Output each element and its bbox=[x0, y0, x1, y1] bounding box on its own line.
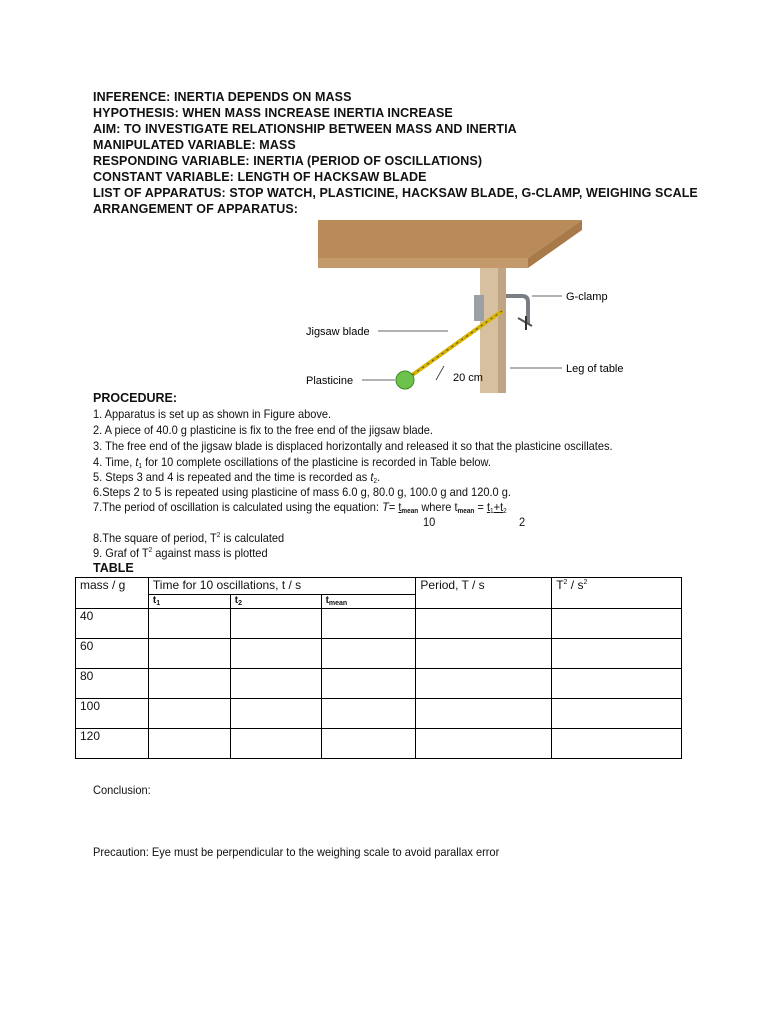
mass-cell: 100 bbox=[76, 699, 149, 729]
mass-cell: 40 bbox=[76, 609, 149, 639]
label-plasticine: Plasticine bbox=[306, 375, 354, 387]
apparatus-list-line: LIST OF APPARATUS: STOP WATCH, PLASTICINE, HACKSAW BLADE, G-CLAMP, WEIGHING SCALE bbox=[93, 186, 698, 200]
table-row bbox=[76, 639, 682, 669]
hypothesis-line: HYPOTHESIS: WHEN MASS INCREASE INERTIA INCREASE bbox=[93, 106, 453, 120]
subheader-t2: $t_2$ bbox=[230, 595, 321, 609]
label-length: 20 cm bbox=[453, 372, 483, 384]
label-g-clamp: G-clamp bbox=[566, 291, 608, 303]
header-mass: mass / g bbox=[76, 578, 149, 609]
procedure-step-5: 5. Steps 3 and 4 is repeated and the time is recorded as $t_2$. bbox=[93, 470, 381, 485]
subheader-t1: $t_1$ bbox=[148, 595, 230, 609]
mass-cell: 60 bbox=[76, 639, 149, 669]
t-squared-cell[interactable] bbox=[552, 609, 682, 639]
mass-cell: 120 bbox=[76, 729, 149, 759]
apparatus-figure bbox=[300, 218, 640, 393]
tmean-cell[interactable] bbox=[321, 639, 416, 669]
period-cell[interactable] bbox=[416, 669, 552, 699]
tmean-cell[interactable] bbox=[321, 729, 416, 759]
plasticine-ball bbox=[396, 371, 414, 389]
t1-cell[interactable] bbox=[148, 699, 230, 729]
table-row bbox=[76, 729, 682, 759]
t-squared-cell[interactable] bbox=[552, 699, 682, 729]
procedure-step-9: 9. Graf of $T^2$ against mass is plotted bbox=[93, 546, 268, 560]
header-time: Time for 10 oscillations, t / s bbox=[148, 578, 416, 595]
constant-variable-line: CONSTANT VARIABLE: LENGTH OF HACKSAW BLADE bbox=[93, 170, 427, 184]
tmean-cell[interactable] bbox=[321, 669, 416, 699]
t-squared-cell[interactable] bbox=[552, 669, 682, 699]
arrangement-heading: ARRANGEMENT OF APPARATUS: bbox=[93, 202, 299, 216]
table-leg-side bbox=[498, 268, 506, 393]
procedure-step-1: 1. Apparatus is set up as shown in Figure above. bbox=[93, 407, 332, 421]
t2-cell[interactable] bbox=[230, 699, 321, 729]
equation-denominator-2: 2 bbox=[519, 515, 526, 529]
t-squared-cell[interactable] bbox=[552, 639, 682, 669]
procedure-step-2: 2. A piece of 40.0 g plasticine is fix to the free end of the jigsaw blade. bbox=[93, 423, 434, 437]
period-cell[interactable] bbox=[416, 609, 552, 639]
subheader-tmean: $t_{mean}$ bbox=[321, 595, 416, 609]
procedure-step-8: 8.The square of period, $T^2$ is calculated bbox=[93, 531, 285, 545]
t1-cell[interactable] bbox=[148, 729, 230, 759]
equation-denominator-10: 10 bbox=[423, 515, 436, 529]
procedure-step-6: 6.Steps 2 to 5 is repeated using plasticine of mass 6.0 g, 80.0 g, 100.0 g and 120.0 g. bbox=[93, 485, 511, 499]
table-row bbox=[76, 669, 682, 699]
header-t-squared: $T^2 / s^2$ bbox=[552, 578, 682, 609]
inference-line: INFERENCE: INERTIA DEPENDS ON MASS bbox=[93, 90, 352, 104]
mass-cell: 80 bbox=[76, 669, 149, 699]
tmean-cell[interactable] bbox=[321, 609, 416, 639]
procedure-step-7: 7.The period of oscillation is calculated using the equation: $T= t_{mean}$ where $t_{mean} = t_1+t_2$ bbox=[93, 500, 507, 515]
period-cell[interactable] bbox=[416, 699, 552, 729]
tmean-cell[interactable] bbox=[321, 699, 416, 729]
procedure-step-4: 4. Time, $t_1$ for 10 complete oscillations of the plasticine is recorded in Table below. bbox=[93, 455, 491, 470]
t2-cell[interactable] bbox=[230, 639, 321, 669]
t1-cell[interactable] bbox=[148, 609, 230, 639]
header-period: Period, T / s bbox=[416, 578, 552, 609]
results-table bbox=[75, 577, 682, 759]
responding-variable-line: RESPONDING VARIABLE: INERTIA (PERIOD OF OSCILLATIONS) bbox=[93, 154, 483, 168]
table-row bbox=[76, 609, 682, 639]
procedure-heading: PROCEDURE: bbox=[93, 391, 178, 405]
table-row bbox=[76, 699, 682, 729]
t-squared-cell[interactable] bbox=[552, 729, 682, 759]
aim-line: AIM: TO INVESTIGATE RELATIONSHIP BETWEEN MASS AND INERTIA bbox=[93, 122, 517, 136]
label-jigsaw-blade: Jigsaw blade bbox=[306, 326, 370, 338]
procedure-step-3: 3. The free end of the jigsaw blade is displaced horizontally and released it so that the plasticine oscillates. bbox=[93, 439, 613, 453]
t2-cell[interactable] bbox=[230, 729, 321, 759]
t1-cell[interactable] bbox=[148, 639, 230, 669]
precaution-text: Precaution: Eye must be perpendicular to the weighing scale to avoid parallax error bbox=[93, 845, 500, 859]
table-edge bbox=[318, 258, 528, 268]
label-leg-of-table: Leg of table bbox=[566, 363, 624, 375]
manipulated-variable-line: MANIPULATED VARIABLE: MASS bbox=[93, 138, 296, 152]
t2-cell[interactable] bbox=[230, 609, 321, 639]
period-cell[interactable] bbox=[416, 729, 552, 759]
table-heading: TABLE bbox=[93, 561, 134, 575]
conclusion-label: Conclusion: bbox=[93, 783, 151, 797]
t1-cell[interactable] bbox=[148, 669, 230, 699]
t2-cell[interactable] bbox=[230, 669, 321, 699]
period-cell[interactable] bbox=[416, 639, 552, 669]
